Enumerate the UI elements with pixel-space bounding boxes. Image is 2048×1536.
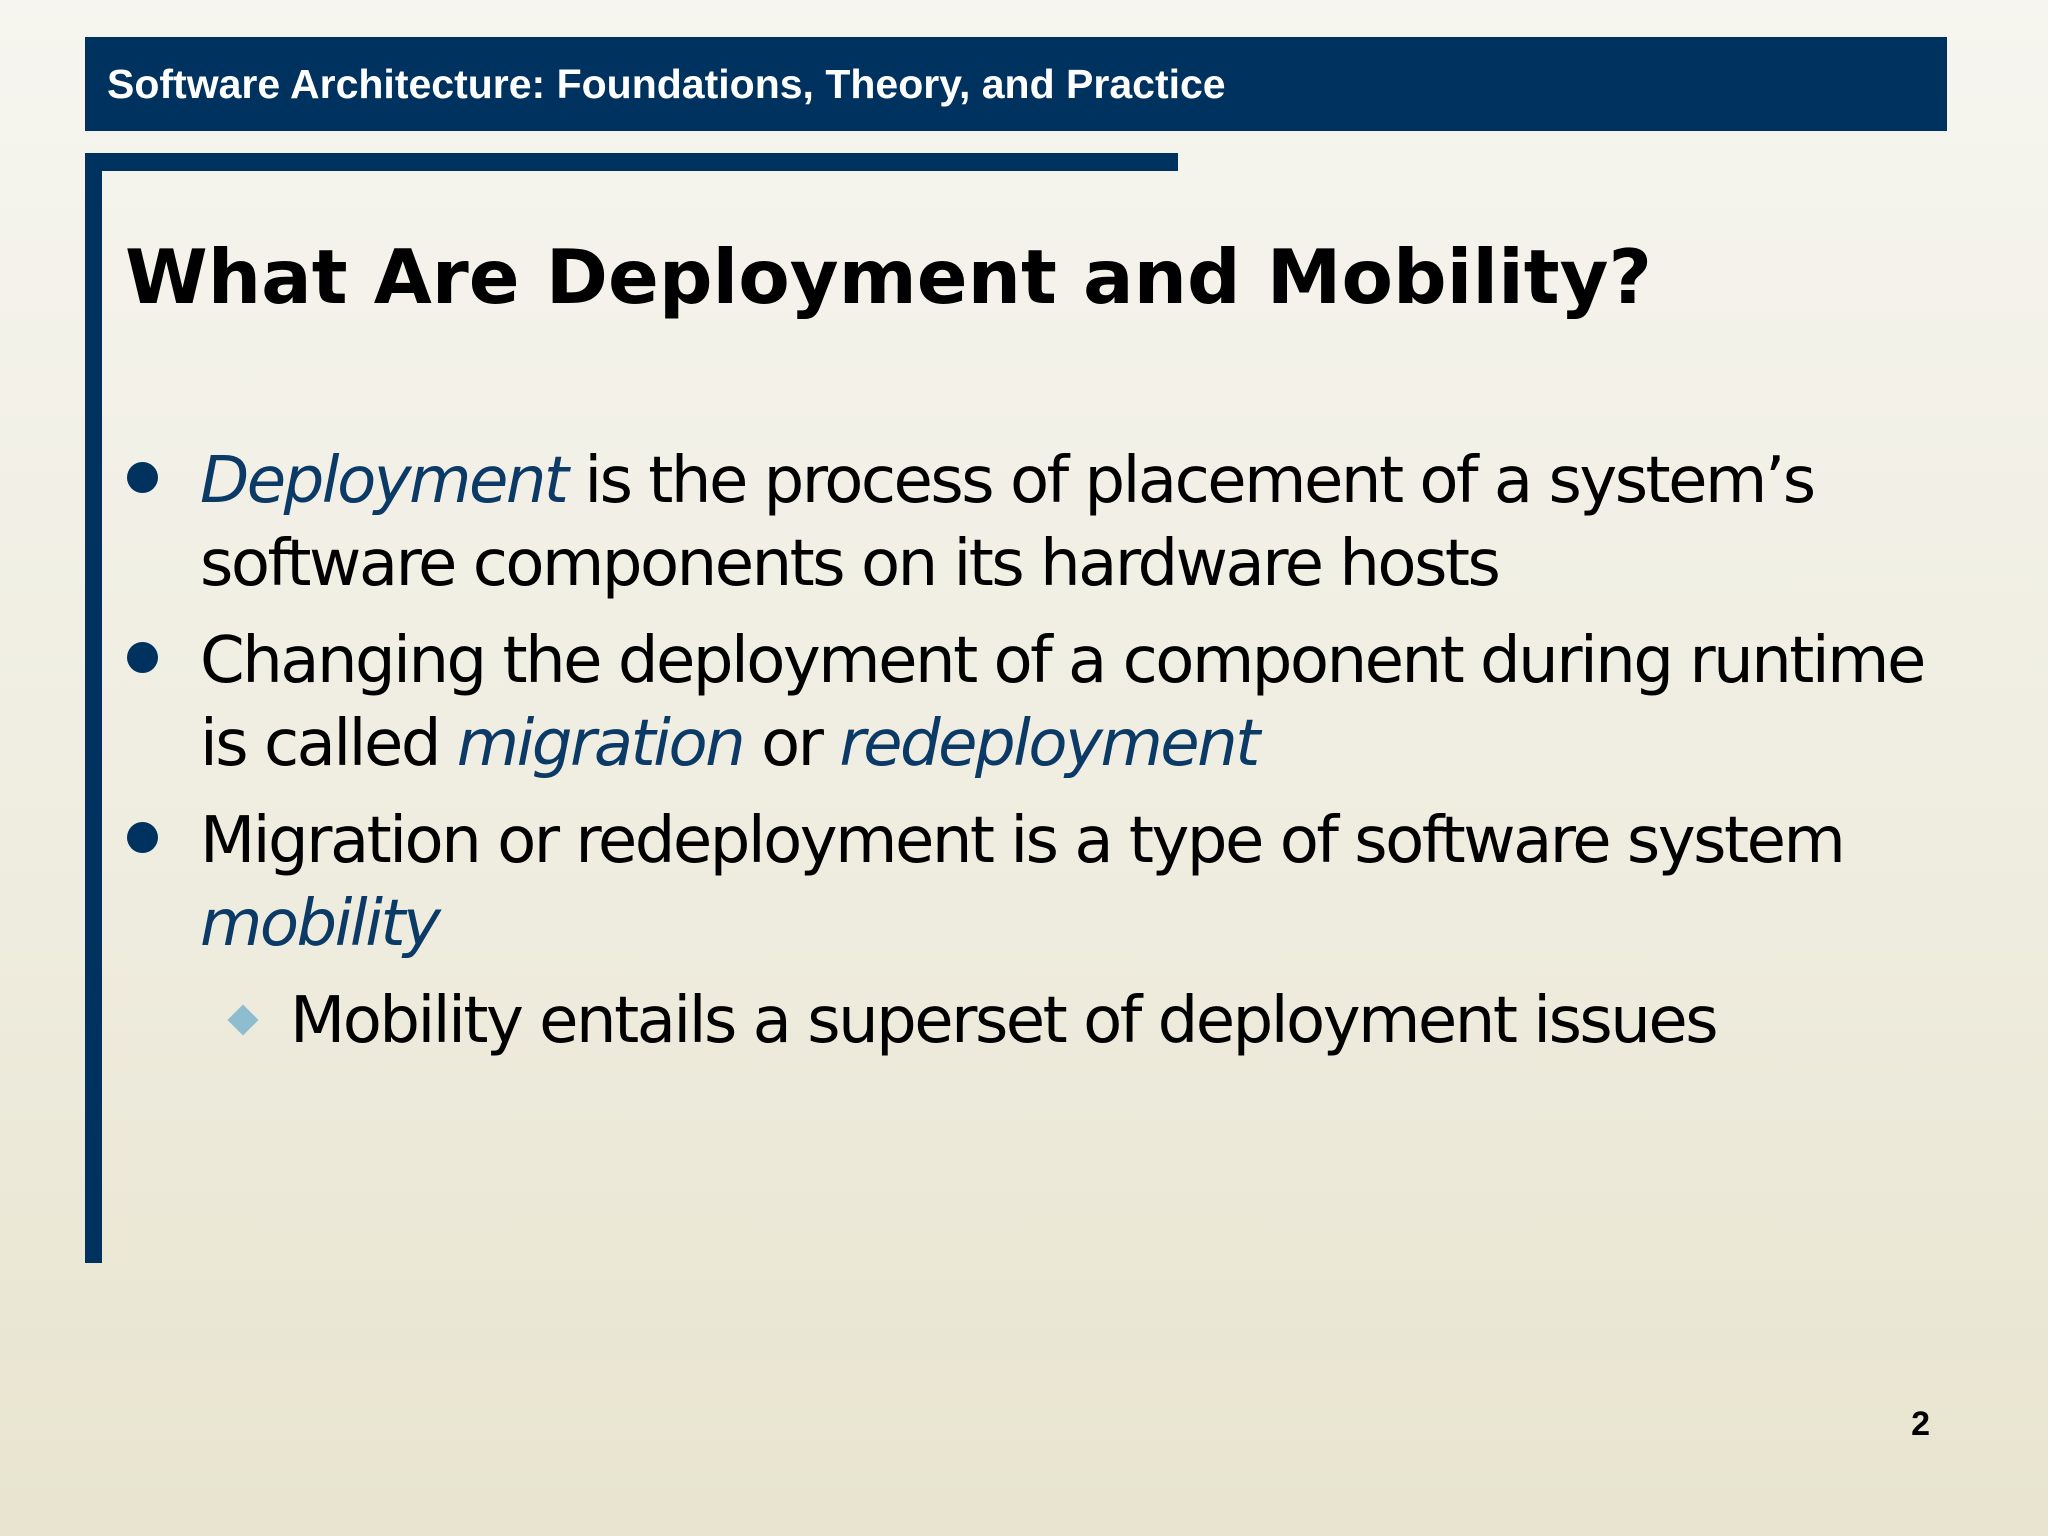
bullet-2-or: or (743, 707, 840, 781)
sub-bullet-item-1 (125, 980, 1925, 1063)
bullet-item-1 (125, 440, 1925, 606)
bullet-2-term-migration: migration (456, 707, 744, 781)
bullet-1-term: Deployment (200, 444, 567, 518)
title-frame-left-rule (85, 153, 102, 1263)
page-number: 2 (1911, 1405, 1930, 1443)
bullet-3-text: Migration or redeployment is a type of software system (200, 804, 1844, 878)
bullet-item-2 (125, 620, 1925, 786)
bullet-2-term-redeployment: redeployment (839, 707, 1258, 781)
bullet-item-3 (125, 800, 1925, 966)
bullet-1-text: is the process of placement of a system’s software components on its hardware hosts (200, 444, 1814, 601)
bullet-3-term-mobility: mobility (200, 887, 439, 961)
bullet-list (125, 440, 1925, 1063)
bullet-dot-icon (127, 822, 158, 853)
sub-bullet-1-text: Mobility entails a superset of deployment issues (290, 984, 1717, 1058)
title-frame-top-rule (85, 153, 1178, 171)
slide-title: What Are Deployment and Mobility? (125, 233, 1653, 321)
header-bar (85, 37, 1947, 131)
bullet-2-text: Changing the deployment of a component during runtime is called (200, 624, 1924, 781)
bullet-dot-icon (127, 642, 158, 673)
bullet-dot-icon (127, 462, 158, 493)
header-title: Software Architecture: Foundations, Theory, and Practice (107, 61, 1226, 107)
diamond-bullet-icon (227, 1004, 258, 1035)
